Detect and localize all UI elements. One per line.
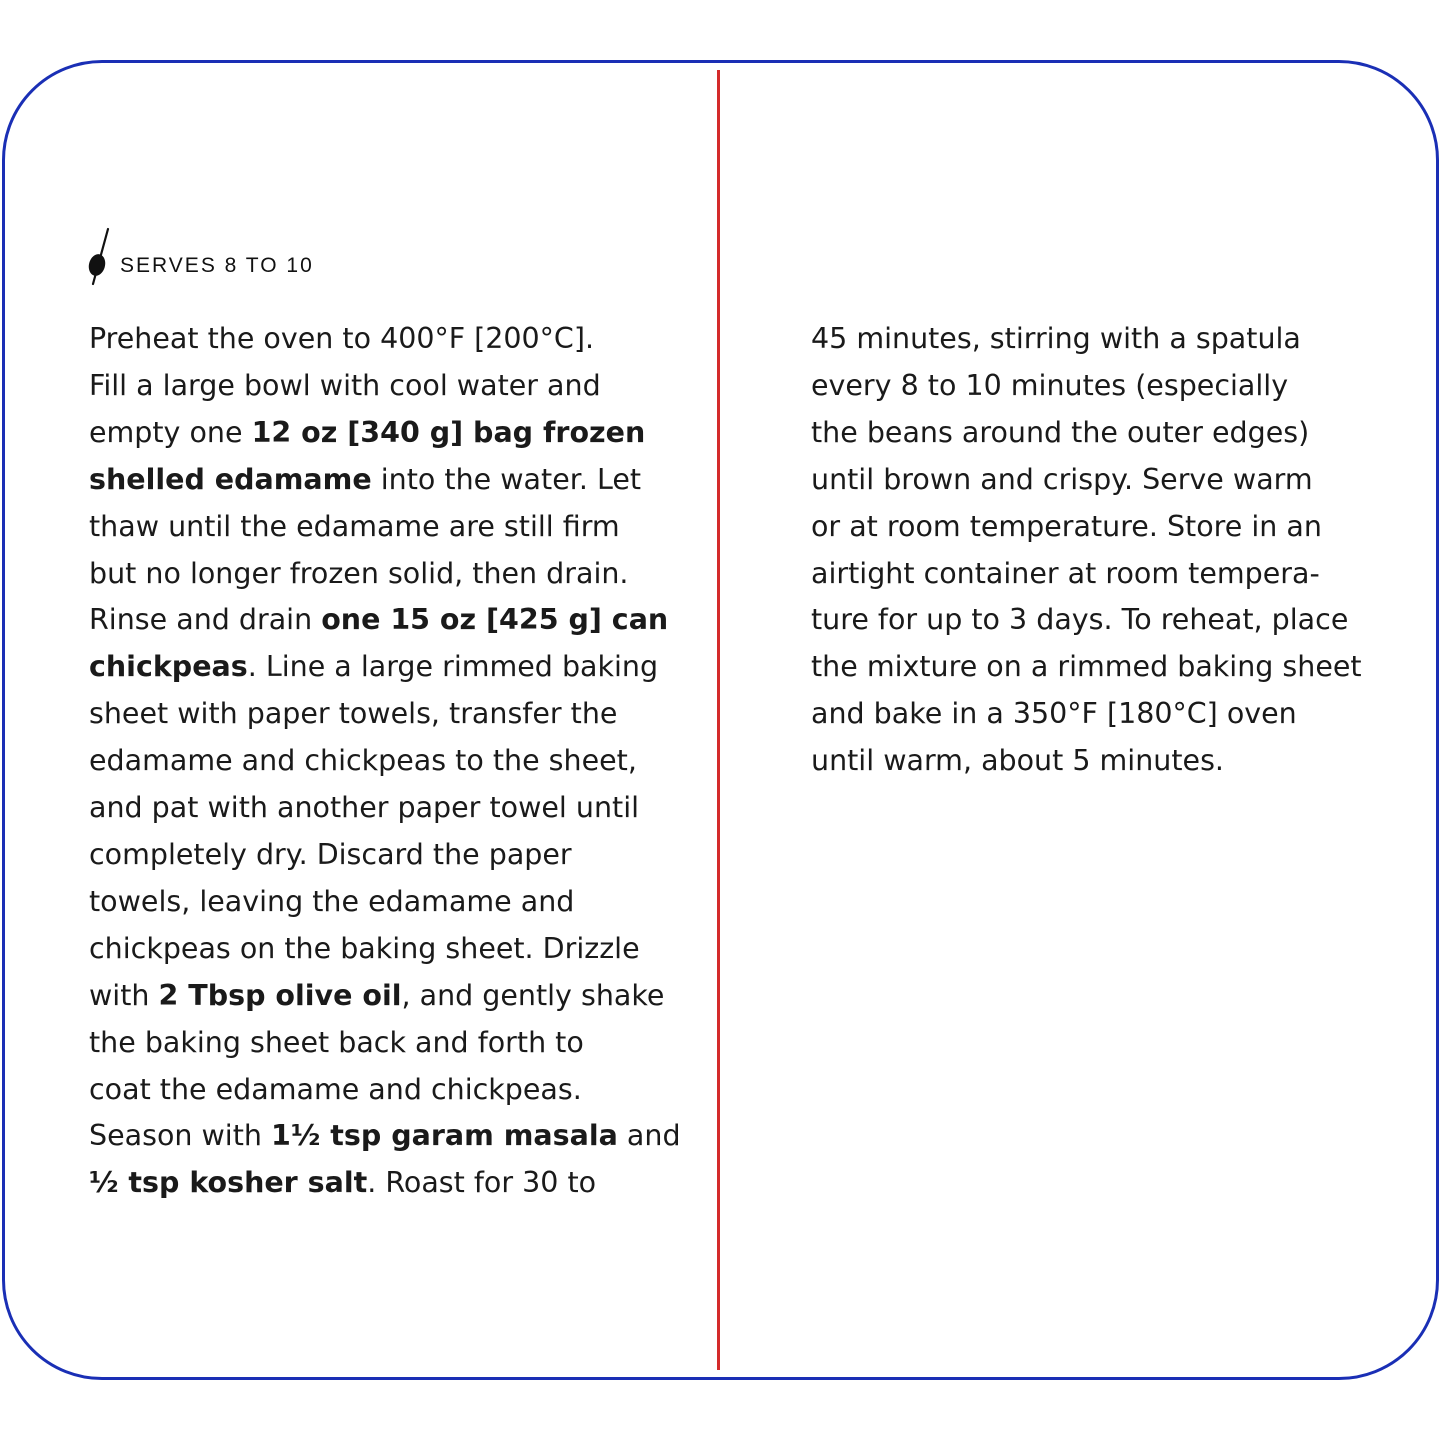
text-line: edamame and chickpeas to the sheet, [89, 744, 637, 778]
ingredient-kosher-salt: ½ tsp kosher salt [89, 1166, 368, 1200]
ingredient-garam-masala: 1½ tsp garam masala [271, 1119, 618, 1153]
ingredient-olive-oil: 2 Tbsp olive oil [158, 978, 402, 1012]
ingredient-edamame-cont: shelled edamame [89, 462, 372, 496]
spoon-icon [86, 226, 116, 286]
left-column-text [89, 316, 681, 1207]
text-run: , and gently shake [401, 978, 665, 1012]
text-line: completely dry. Discard the paper [89, 837, 572, 871]
text-run: Rinse and drain [89, 603, 322, 637]
text-line: the beans around the outer edges) [811, 415, 1310, 449]
text-line [89, 410, 649, 457]
text-run: . Line a large rimmed baking [247, 650, 659, 684]
text-line: towels, leaving the edamame and [89, 884, 575, 918]
serves-heading [86, 226, 314, 286]
text-run: and [617, 1119, 681, 1153]
text-line: coat the edamame and chickpeas. [89, 1072, 582, 1106]
ingredient-chickpeas-cont: chickpeas [89, 650, 248, 684]
text-line: Fill a large bowl with cool water and [89, 368, 601, 402]
right-column-text [811, 316, 1371, 785]
column-divider [717, 70, 720, 1370]
ingredient-chickpeas: one 15 oz [425 g] can [321, 603, 669, 637]
text-line [89, 457, 649, 504]
text-line: thaw until the edamame are still firm [89, 509, 620, 543]
text-line [89, 973, 665, 1020]
text-line: or at room temperature. Store in an [811, 509, 1322, 543]
ingredient-edamame: 12 oz [340 g] bag frozen [251, 415, 646, 449]
text-line: and bake in a 350°F [180°C] oven [811, 697, 1297, 731]
text-line: every 8 to 10 minutes (especially [811, 368, 1289, 402]
text-line: until brown and crispy. Serve warm [811, 462, 1313, 496]
text-line: the mixture on a rimmed baking sheet [811, 650, 1362, 684]
text-line [89, 597, 669, 644]
text-run: Season with [89, 1119, 272, 1153]
text-run: into the water. Let [371, 462, 642, 496]
text-line: and pat with another paper towel until [89, 791, 640, 825]
text-line: 45 minutes, stirring with a spatula [811, 322, 1301, 355]
text-line: the baking sheet back and forth to [89, 1025, 584, 1059]
text-line: ture for up to 3 days. To reheat, place [811, 603, 1349, 637]
text-line [89, 644, 659, 691]
text-line: until warm, about 5 minutes. [811, 744, 1224, 778]
serves-label: SERVES 8 TO 10 [120, 254, 314, 277]
text-line [89, 1113, 681, 1160]
text-line: Preheat the oven to 400°F [200°C]. [89, 322, 595, 355]
text-line: sheet with paper towels, transfer the [89, 697, 618, 731]
text-line [89, 1160, 649, 1207]
text-run: . Roast for 30 to [367, 1166, 597, 1200]
text-line: but no longer frozen solid, then drain. [89, 556, 629, 590]
text-line: airtight container at room tempera- [811, 556, 1320, 590]
text-line: chickpeas on the baking sheet. Drizzle [89, 931, 640, 965]
text-run: with [89, 978, 159, 1012]
text-run: empty one [89, 415, 252, 449]
